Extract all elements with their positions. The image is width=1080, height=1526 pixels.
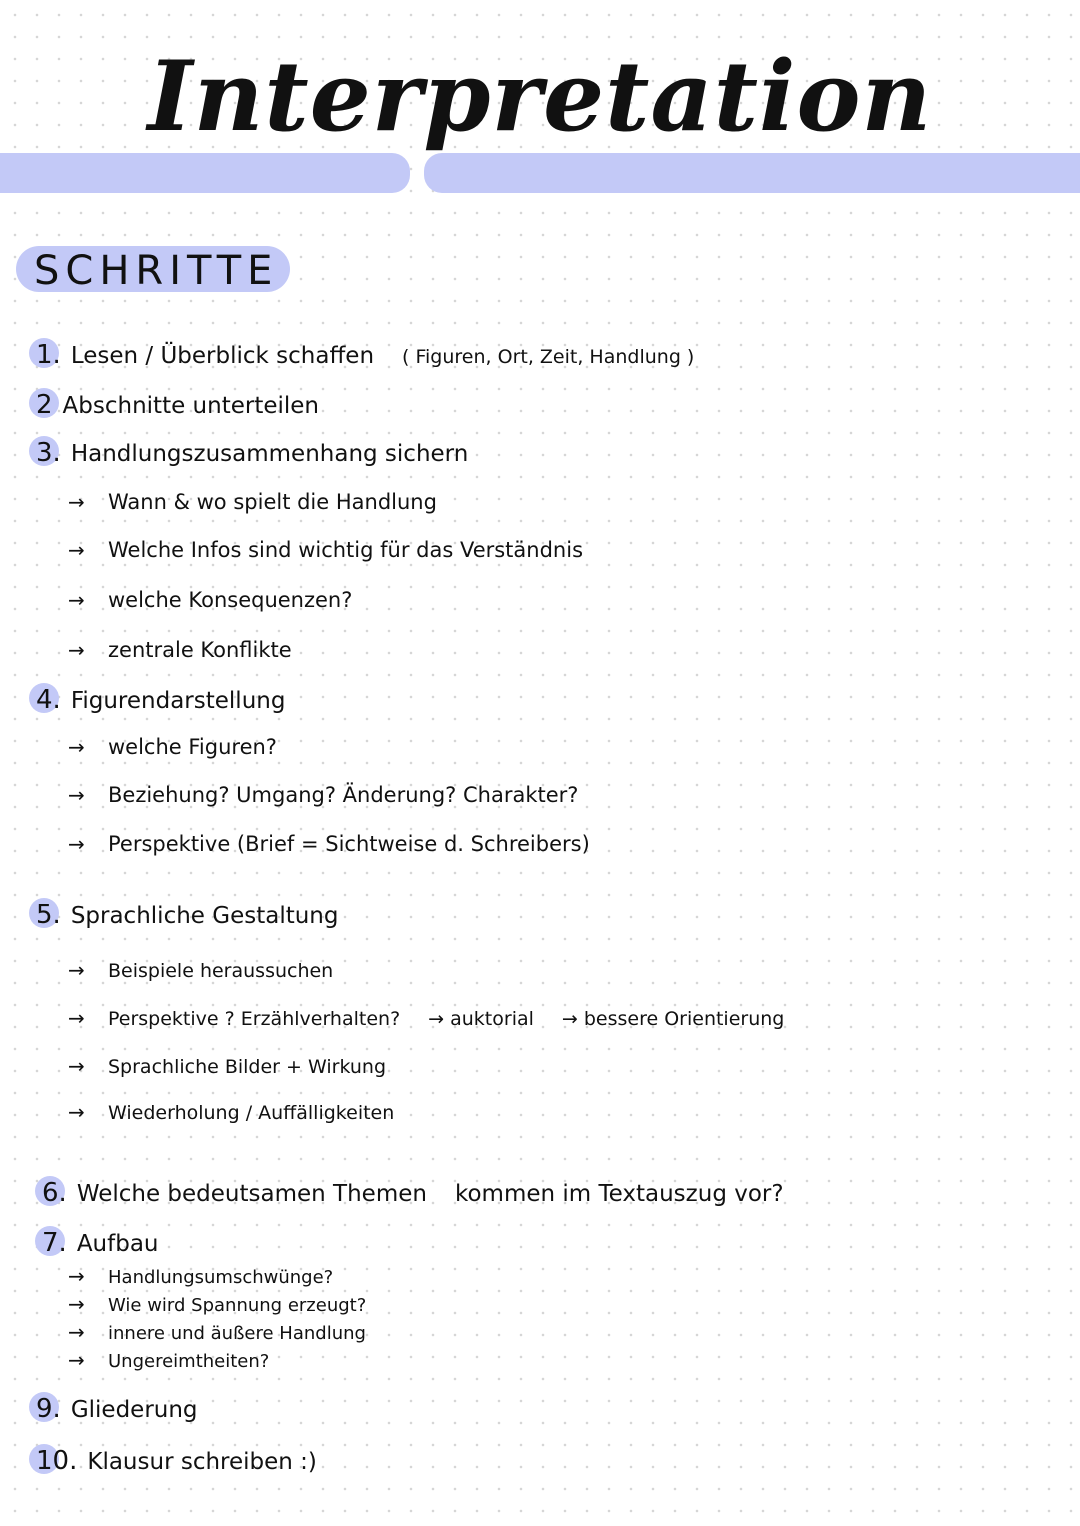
step-number: 4. (36, 685, 61, 715)
arrow-icon: → (68, 538, 85, 562)
arrow-icon: → (68, 638, 85, 662)
step-number: 10. (36, 1446, 77, 1476)
step-text-continued: kommen im Textauszug vor? (454, 1181, 784, 1207)
step-4 (36, 685, 285, 715)
arrow-icon: → (68, 1292, 85, 1316)
annotation-orientierung: → bessere Orientierung (561, 1008, 785, 1030)
sub-item: → innere und äußere Handlung (68, 1320, 366, 1344)
step-5 (36, 900, 338, 930)
step-9 (36, 1394, 198, 1424)
sub-item: → Wie wird Spannung erzeugt? (68, 1292, 367, 1316)
step-text: Klausur schreiben :) (87, 1449, 317, 1475)
step-number: 9. (36, 1394, 61, 1424)
section-title: SCHRITTE (34, 248, 279, 294)
arrow-icon: → (68, 1054, 85, 1078)
arrow-icon: → (68, 958, 85, 982)
step-10 (36, 1446, 317, 1476)
arrow-icon: → (68, 1100, 85, 1124)
step-number: 3. (36, 438, 61, 468)
sub-item: → Beispiele heraussuchen (68, 958, 334, 982)
step-text: Welche bedeutsamen Themen (76, 1181, 427, 1207)
step-number: 5. (36, 900, 61, 930)
step-number: 1. (36, 340, 61, 370)
sub-item: → Perspektive (Brief = Sichtweise d. Schreibers) (68, 832, 590, 856)
sub-item: → Wann & wo spielt die Handlung (68, 490, 437, 514)
sub-item: → Wiederholung / Auffälligkeiten (68, 1100, 395, 1124)
step-text: Aufbau (76, 1231, 159, 1257)
title-highlight-left (0, 153, 410, 193)
step-6 (42, 1178, 784, 1208)
sub-item: → Perspektive ? Erzählverhalten? → auktorial → bessere Orientierung (68, 1006, 785, 1030)
step-text: Abschnitte unterteilen (62, 393, 320, 419)
sub-item: → Sprachliche Bilder + Wirkung (68, 1054, 387, 1078)
arrow-icon: → (68, 588, 85, 612)
step-number: 7. (42, 1228, 67, 1258)
page-title: Interpretation (147, 40, 933, 153)
arrow-icon: → (68, 1348, 85, 1372)
step-number: 6. (42, 1178, 67, 1208)
title-highlight-right (424, 153, 1080, 193)
sub-item: → welche Konsequenzen? (68, 588, 353, 612)
step-text: Sprachliche Gestaltung (70, 903, 339, 929)
arrow-icon: → (68, 490, 85, 514)
step-note: ( Figuren, Ort, Zeit, Handlung ) (402, 346, 695, 368)
sub-item: → Welche Infos sind wichtig für das Verständnis (68, 538, 584, 562)
step-1 (36, 340, 694, 370)
sub-item: → zentrale Konflikte (68, 638, 292, 662)
step-number: 2 (36, 390, 53, 420)
step-text: Gliederung (70, 1397, 198, 1423)
sub-item: → welche Figuren? (68, 735, 277, 759)
arrow-icon: → (68, 735, 85, 759)
annotation-auktorial: → auktorial (428, 1008, 534, 1030)
sub-item: → Ungereimtheiten? (68, 1348, 270, 1372)
arrow-icon: → (68, 1264, 85, 1288)
step-3 (36, 438, 468, 468)
arrow-icon: → (68, 1006, 85, 1030)
sub-item: → Handlungsumschwünge? (68, 1264, 334, 1288)
sub-item: → Beziehung? Umgang? Änderung? Charakter? (68, 783, 579, 807)
arrow-icon: → (68, 832, 85, 856)
arrow-icon: → (68, 1320, 85, 1344)
step-text: Handlungszusammenhang sichern (70, 441, 469, 467)
step-text: Lesen / Überblick schaffen (70, 343, 375, 369)
step-2 (36, 390, 319, 420)
arrow-icon: → (68, 783, 85, 807)
step-7 (42, 1228, 159, 1258)
step-text: Figurendarstellung (70, 688, 286, 714)
